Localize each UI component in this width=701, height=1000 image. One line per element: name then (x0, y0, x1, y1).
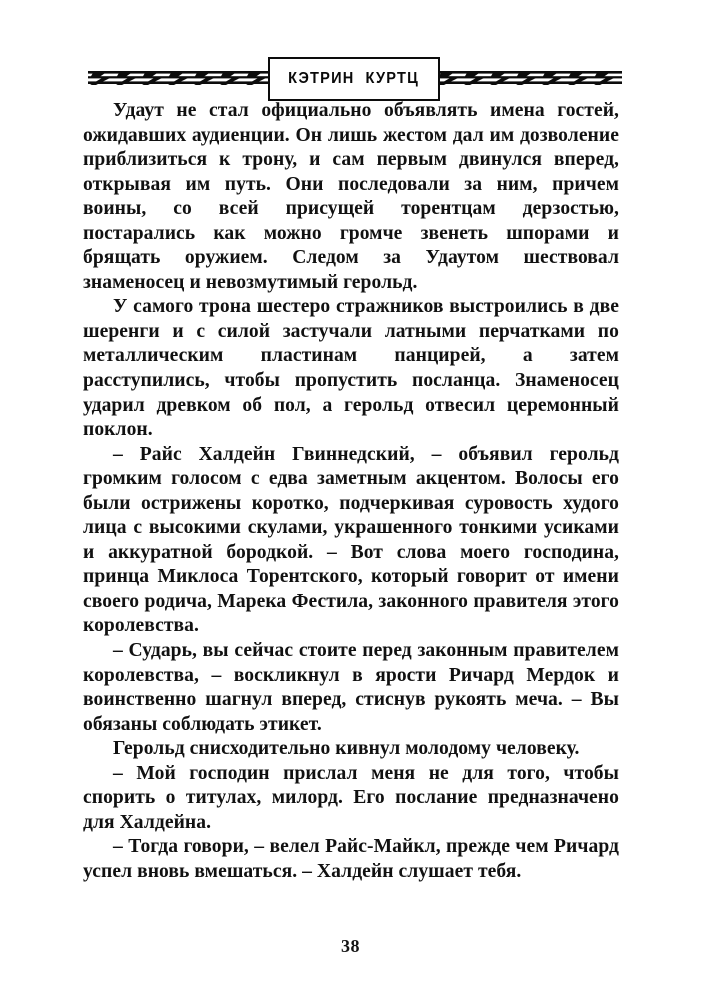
twisted-rope-ornament-right (438, 70, 622, 87)
twisted-rope-ornament-left (88, 70, 270, 87)
paragraph: Удаут не стал официально объявлять имена гостей, ожидавших аудиенции. Он лишь жестом дал им дозволение приблизиться к трону, и сам первым двинулся вперед, открывая им путь. Они последовали за ним, причем воины, со всей присущей торентцам дерзостью, постарались как можно громче звенеть шпорами и брящать оружием. Следом за Удаутом шествовал знаменосец и невозмутимый герольд. (83, 100, 619, 293)
paragraph: – Мой господин прислал меня не для того, чтобы спорить о титулах, милорд. Его послание предназначено для Халдейна. (83, 762, 619, 833)
running-head (0, 28, 701, 88)
author-name: КЭТРИН КУРТЦ (288, 70, 420, 87)
paragraph: – Райс Халдейн Гвиннедский, – объявил герольд громким голосом с едва заметным акцентом. Волосы его были острижены коротко, подчеркивая суровость худого лица с высокими скулами, украшенного тонкими усиками и аккуратной бородкой. – Вот слова моего господина, принца Миклоса Торентского, который говорит от имени своего родича, Марека Фестила, законного правителя этого королевства. (83, 443, 619, 637)
paragraph: Герольд снисходительно кивнул молодому человеку. (113, 738, 580, 760)
page-number: 38 (341, 936, 360, 956)
author-name-box (268, 57, 440, 101)
paragraph: У самого трона шестеро стражников выстроились в две шеренги и с силой застучали латными перчатками по металлическим пластинам панцирей, а затем расступились, чтобы пропустить посланца. Знаменосец ударил древком об пол, а герольд отвесил церемонный поклон. (83, 296, 619, 441)
paragraph: – Тогда говори, – велел Райс-Майкл, прежде чем Ричард успел вновь вмешаться. – Халдейн слушает тебя. (83, 836, 619, 882)
paragraph: – Сударь, вы сейчас стоите перед законным правителем королевства, – воскликнул в ярости Ричард Мердок и воинственно шагнул вперед, стиснув рукоять меча. – Вы обязаны соблюдать этикет. (83, 640, 619, 735)
body-text (83, 99, 619, 885)
